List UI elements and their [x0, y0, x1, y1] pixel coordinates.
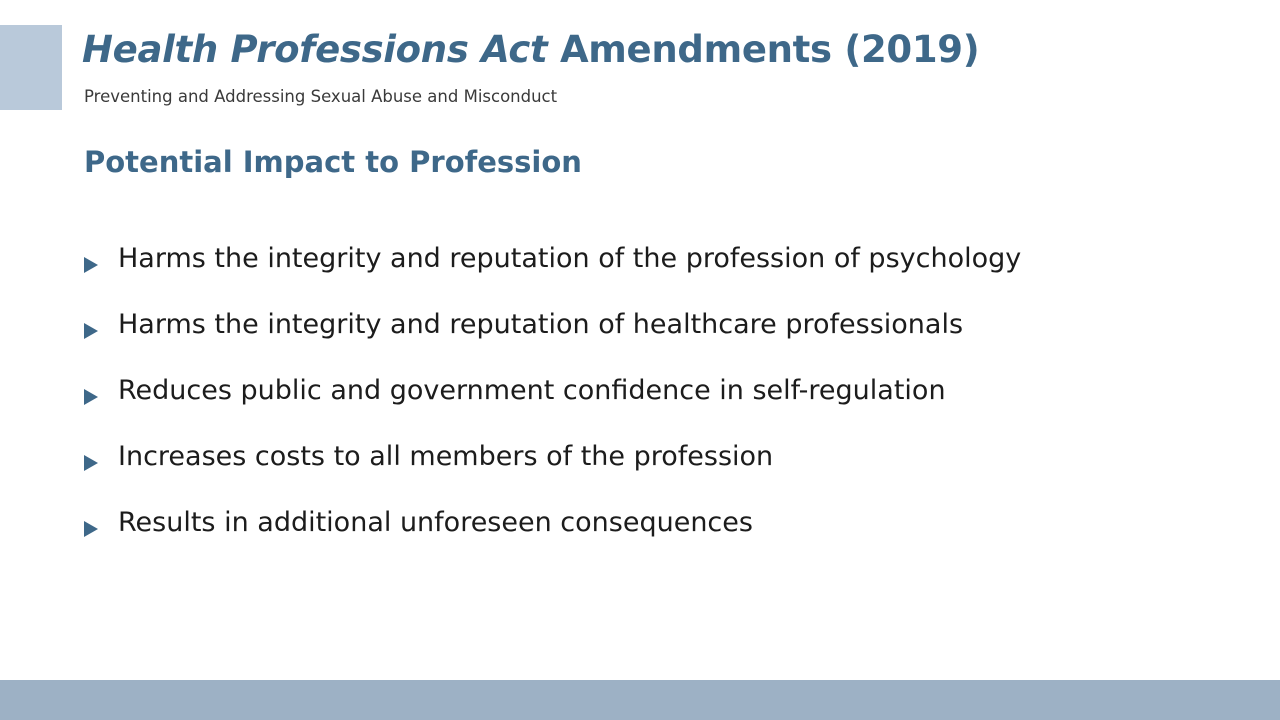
slide-title	[82, 28, 979, 72]
footer-bar	[0, 680, 1280, 720]
bullet-text: Reduces public and government confidence in self-regulation	[118, 375, 946, 406]
bullet-item	[84, 504, 1021, 570]
bullet-item	[84, 306, 1021, 372]
slide-title-rest: Amendments (2019)	[547, 28, 980, 71]
bullet-text: Results in additional unforeseen consequences	[118, 507, 753, 538]
triangle-right-bullet-icon	[84, 323, 98, 339]
section-heading: Potential Impact to Profession	[84, 145, 582, 179]
triangle-right-bullet-icon	[84, 257, 98, 273]
triangle-right-bullet-icon	[84, 455, 98, 471]
bullet-text: Harms the integrity and reputation of the profession of psychology	[118, 243, 1022, 274]
bullet-item	[84, 240, 1021, 306]
bullet-item	[84, 372, 1021, 438]
bullet-item	[84, 438, 1021, 504]
bullet-text: Harms the integrity and reputation of healthcare professionals	[118, 309, 964, 340]
slide-subtitle: Preventing and Addressing Sexual Abuse and Misconduct	[84, 87, 558, 106]
triangle-right-bullet-icon	[84, 389, 98, 405]
bullet-list	[84, 240, 1021, 570]
triangle-right-bullet-icon	[84, 521, 98, 537]
bullet-text: Increases costs to all members of the profession	[118, 441, 774, 472]
accent-block	[0, 25, 62, 110]
slide-title-italic: Health Professions Act	[82, 28, 548, 71]
